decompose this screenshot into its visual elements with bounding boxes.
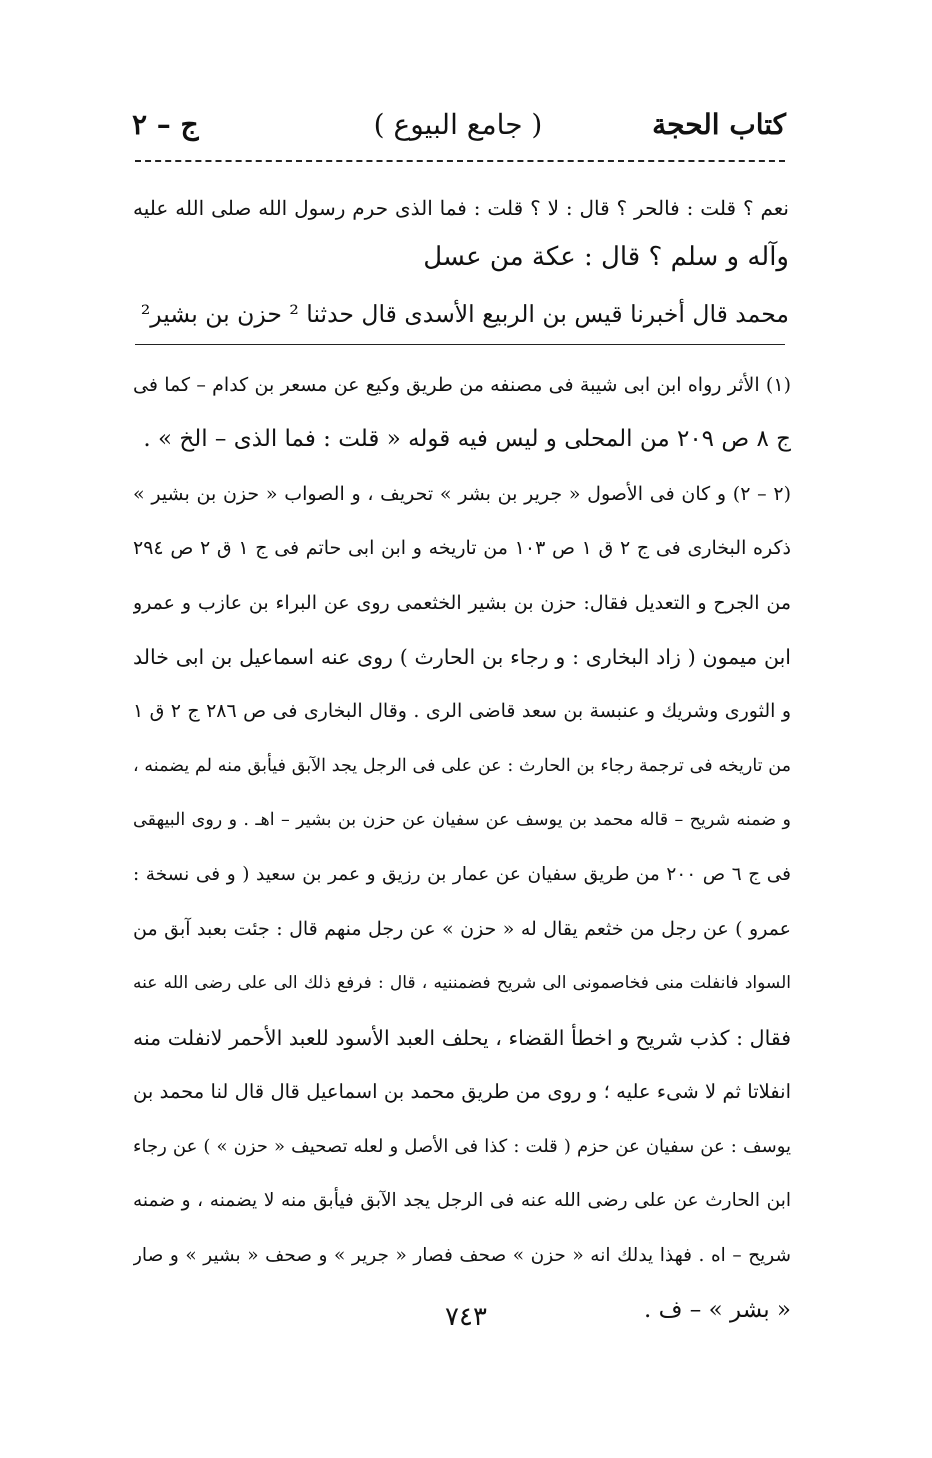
header-rule [135, 160, 785, 162]
isnad-line: محمد قال أخبرنا قيس بن الربيع الأسدى قال حدثنا ² حزن بن بشير² [140, 300, 789, 328]
footnote-line: و ضمنه شريح – قاله محمد بن يوسف عن سفيان عن حزن بن بشير – اهـ . و روى البيهقى [133, 810, 791, 831]
footnote-line: يوسف : عن سفيان عن حزم ( قلت : كذا فى الأصل و لعله تصحيف « حزن » ) عن رجاء [133, 1135, 791, 1157]
footnote-line: من تاريخه فى ترجمة رجاء بن الحارث : عن على فى الرجل يجد الآبق فيأبق منه لم يضمنه ، [133, 755, 791, 776]
section-title: ( جامع البيوع ) [373, 108, 543, 141]
book-title: كتاب الحجة [652, 108, 786, 141]
footnote-line: و الثورى وشريك و عنبسة بن سعد قاضى الرى . وقال البخارى فى ص ٢٨٦ ج ٢ ق ١ [133, 700, 791, 723]
footnote-line: ذكره البخارى فى ج ٢ ق ١ ص ١٠٣ من تاريخه و ابن ابى حاتم فى ج ١ ق ٢ ص ٢٩٤ [133, 537, 791, 560]
footnote-line: السواد فانفلت منى فخاصمونى الى شريح فضمننيه ، قال : فرفع ذلك الى على رضى الله عنه [133, 973, 791, 994]
footnote-line: عمرو ) عن رجل من خثعم يقال له « حزن » عن رجل منهم قال : جئت بعبد آبق من [133, 918, 791, 941]
footnote-line: « بشر » – ف . [644, 1296, 791, 1323]
footnote-line: ج ٨ ص ٢٠٩ من المحلى و ليس فيه قوله « قلت : فما الذى – الخ » . [143, 426, 791, 453]
footnote-line: فقال : كذب شريح و اخطأ القضاء ، يحلف العبد الأسود للعبد الأحمر لانفلت منه [133, 1025, 791, 1050]
footnote-line: انفلاتا ثم لا شىء عليه ؛ و روى من طريق محمد بن اسماعيل قال قال لنا محمد بن [133, 1080, 791, 1104]
main-text [133, 184, 789, 282]
footnote-line: ابن ميمون ( زاد البخارى : و رجاء بن الحارث ) روى عنه اسماعيل بن ابى خالد [133, 645, 791, 670]
footnote-line: فى ج ٦ ص ٢٠٠ من طريق سفيان عن عمار بن رزيق و عمر بن سعيد ( و فى نسخة : [133, 863, 791, 885]
page-number: ٧٤٣ [445, 1302, 487, 1332]
footnote-line: (١) الأثر رواه ابن ابى شيبة فى مصنفه من طريق وكيع عن مسعر بن كدام – كما فى [133, 374, 791, 396]
volume-label: ج – ٢ [132, 108, 199, 141]
main-line: نعم ؟ قلت : فالحر ؟ قال : لا ؟ قلت : فما الذى حرم رسول الله صلى الله عليه [133, 196, 789, 220]
footnote-line: ابن الحارث عن على رضى الله عنه فى الرجل يجد الآبق فيأبق منه لا يضمنه ، و ضمنه [133, 1190, 791, 1212]
footnotes [133, 358, 791, 1337]
running-header [130, 108, 786, 158]
footnote-line: (٢ – ٢) و كان فى الأصول « جرير بن بشر » تحريف ، و الصواب « حزن بن بشير » [133, 482, 791, 505]
main-line: وآله و سلم ؟ قال : عكة من عسل [423, 242, 789, 272]
footnote-separator [135, 344, 785, 345]
footnote-line: شريح – اه . فهذا يدلك انه « حزن » صحف فصار « جرير » و صحف « بشير » و صار [133, 1244, 791, 1266]
footnote-line: من الجرح و التعديل فقال: حزن بن بشير الخثعمى روى عن البراء بن عازب و عمرو [133, 591, 791, 614]
